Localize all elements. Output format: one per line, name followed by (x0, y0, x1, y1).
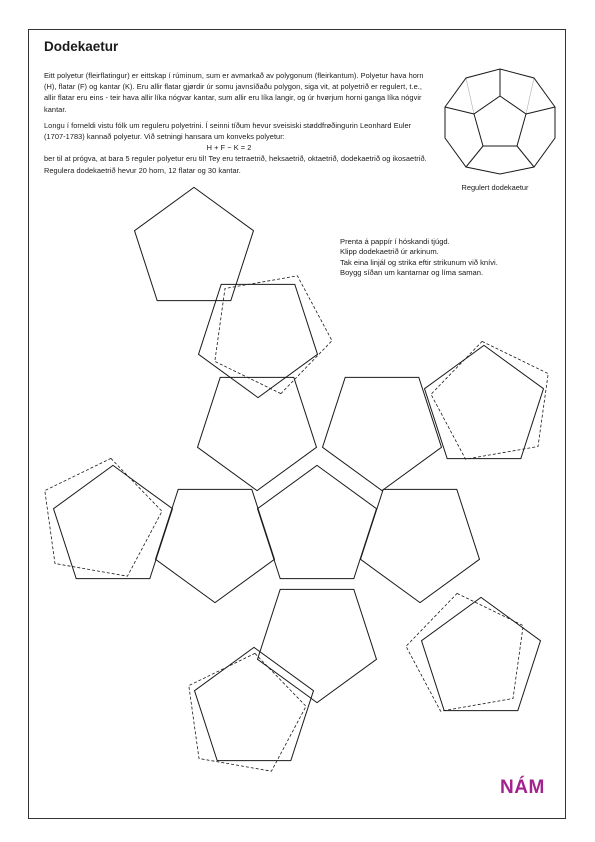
euler-formula: H + F − K = 2 (206, 143, 252, 153)
net-face (156, 489, 275, 602)
net-face (199, 284, 318, 397)
nam-logo: NÁM (500, 777, 545, 798)
net-face (422, 597, 541, 710)
instruction-line: Tak eina linjál og strika eftir strikunum við knívi. (340, 257, 498, 267)
net-glue-tab (45, 458, 162, 576)
net-face (323, 377, 442, 490)
net-glue-tab (189, 653, 306, 771)
net-face (195, 647, 314, 760)
intro-paragraph-3: ber til at prógva, at bara 5 reguler polyetur eru til! Tey eru tetraetrið, heksaetrið, oktaetrið, dodekaetrið og ikosaetrið. Regulera dodekaetrið hevur 20 horn, 12 flatar og 30 kantar. (44, 154, 427, 175)
instruction-line: Klipp dodekaetrið úr arkinum. (340, 247, 439, 257)
figure-caption: Regulert dodekaetur (461, 183, 529, 192)
intro-paragraph-1: Eitt polyetur (fleirflatingur) er eittskap í rúminum, sum er avmarkað av polygonum (fleirkantum). Polyetur hava horn (H), flatar (F) og kantar (K). Eru allir flatar gjørdir úr somu javnsíðaðu polygon, siga vit, at polyetrið er regulert, t.e., allir flatar eru eins - teir hava allir líka nógvar kantar, sum allir eru líka langir, og úr hvørjum horni ganga líka nógvir kantar. (44, 71, 424, 114)
net-glue-tab (215, 276, 332, 394)
page-title: Dodekaetur (44, 39, 119, 54)
instruction-line: Prenta á pappír í hóskandi tjúgd. (340, 237, 450, 246)
net-face (425, 345, 544, 458)
net-face (135, 187, 254, 300)
net-face (54, 465, 173, 578)
net-face (258, 589, 377, 702)
intro-paragraph-2: Longu í forneldi vistu fólk um reguleru polyetrini. Í seinni tíðum hevur sveisiski støddfrøðingurin Leonhard Euler (1707-1783) kannað polyetur. Við setningi hansara um konveks polyetur: (44, 120, 412, 142)
instruction-line: Boygg síðan um kantarnar og líma saman. (340, 268, 484, 278)
net-glue-tab (431, 341, 548, 459)
net-face (198, 377, 317, 490)
net-face (258, 465, 377, 578)
net-face (361, 489, 480, 602)
net-glue-tab (406, 593, 523, 711)
